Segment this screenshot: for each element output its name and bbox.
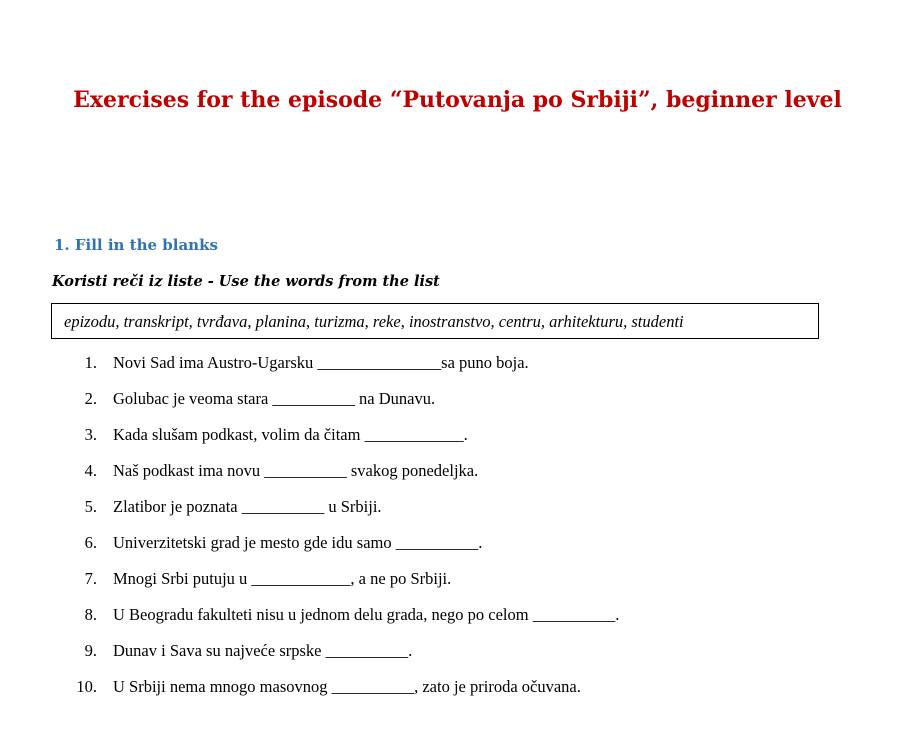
item-text: Univerzitetski grad je mesto gde idu samo __________. xyxy=(113,533,483,552)
item-text: U Beogradu fakulteti nisu u jednom delu grada, nego po celom __________. xyxy=(113,605,620,624)
item-text: Kada slušam podkast, volim da čitam ____________. xyxy=(113,425,468,444)
item-number: 10. xyxy=(76,677,97,696)
item-text: Naš podkast ima novu __________ svakog ponedeljka. xyxy=(113,461,479,480)
item-number: 4. xyxy=(84,461,97,480)
item-text: Novi Sad ima Austro-Ugarsku _______________sa puno boja. xyxy=(113,353,529,372)
item-text: Zlatibor je poznata __________ u Srbiji. xyxy=(113,497,382,516)
item-text: Dunav i Sava su najveće srpske __________. xyxy=(113,641,413,660)
word-list: epizodu, transkript, tvrđava, planina, turizma, reke, inostranstvo, centru, arhitekturu, studenti xyxy=(64,312,684,331)
item-number: 3. xyxy=(84,425,97,444)
item-text: Golubac je veoma stara __________ na Dunavu. xyxy=(113,389,436,408)
item-number: 8. xyxy=(84,605,97,624)
item-number: 9. xyxy=(84,641,97,660)
item-number: 7. xyxy=(84,569,97,588)
instruction-text: Koristi reči iz liste - Use the words from the list xyxy=(52,273,440,290)
item-text: U Srbiji nema mnogo masovnog __________, zato je priroda očuvana. xyxy=(113,677,581,696)
item-number: 6. xyxy=(84,533,97,552)
item-text: Mnogi Srbi putuju u ____________, a ne po Srbiji. xyxy=(113,569,452,588)
section-heading: 1. Fill in the blanks xyxy=(54,236,218,254)
document-title: Exercises for the episode “Putovanja po Srbiji”, beginner level xyxy=(73,87,842,113)
item-number: 1. xyxy=(84,353,97,372)
item-number: 5. xyxy=(84,497,97,516)
item-number: 2. xyxy=(84,389,97,408)
word-list-box xyxy=(51,303,819,339)
